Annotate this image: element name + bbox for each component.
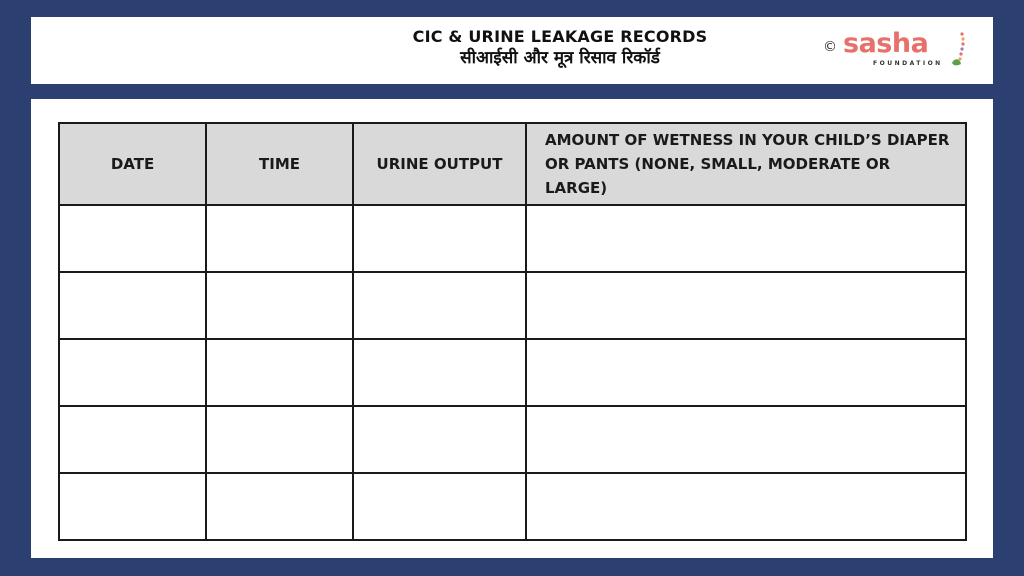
- page-title-hindi: सीआईसी और मूत्र रिसाव रिकॉर्ड: [460, 48, 660, 68]
- copyright-icon: ©: [823, 39, 837, 55]
- records-table: [58, 122, 967, 541]
- column-header-date: DATE: [59, 123, 206, 205]
- table-cell[interactable]: [206, 205, 353, 272]
- table-cell[interactable]: [526, 272, 966, 339]
- table-cell[interactable]: [206, 272, 353, 339]
- table-row: [59, 205, 966, 272]
- table-cell[interactable]: [59, 473, 206, 540]
- table-cell[interactable]: [353, 205, 526, 272]
- table-cell[interactable]: [59, 406, 206, 473]
- table-cell[interactable]: [206, 406, 353, 473]
- table-cell[interactable]: [353, 406, 526, 473]
- records-card: [31, 99, 993, 558]
- column-header-time: TIME: [206, 123, 353, 205]
- header-card: [31, 17, 993, 84]
- logo-wordmark: sasha: [843, 28, 929, 59]
- table-row: [59, 406, 966, 473]
- sasha-foundation-logo: [823, 27, 973, 79]
- table-row: [59, 272, 966, 339]
- table-cell[interactable]: [353, 473, 526, 540]
- table-cell[interactable]: [526, 473, 966, 540]
- table-cell[interactable]: [526, 406, 966, 473]
- page-title: CIC & URINE LEAKAGE RECORDS: [412, 27, 708, 46]
- table-cell[interactable]: [353, 339, 526, 406]
- table-header-row: [59, 123, 966, 205]
- table-cell[interactable]: [59, 272, 206, 339]
- table-row: [59, 339, 966, 406]
- table-cell[interactable]: [59, 205, 206, 272]
- table-cell[interactable]: [59, 339, 206, 406]
- spine-leaf-icon: [949, 29, 971, 69]
- table-row: [59, 473, 966, 540]
- table-cell[interactable]: [206, 339, 353, 406]
- table-cell[interactable]: [526, 339, 966, 406]
- table-cell[interactable]: [353, 272, 526, 339]
- column-header-urine-output: URINE OUTPUT: [353, 123, 526, 205]
- table-cell[interactable]: [526, 205, 966, 272]
- logo-tagline: FOUNDATION: [873, 60, 943, 67]
- table-cell[interactable]: [206, 473, 353, 540]
- column-header-wetness: AMOUNT OF WETNESS IN YOUR CHILD’S DIAPER OR PANTS (NONE, SMALL, MODERATE OR LARGE): [526, 123, 966, 205]
